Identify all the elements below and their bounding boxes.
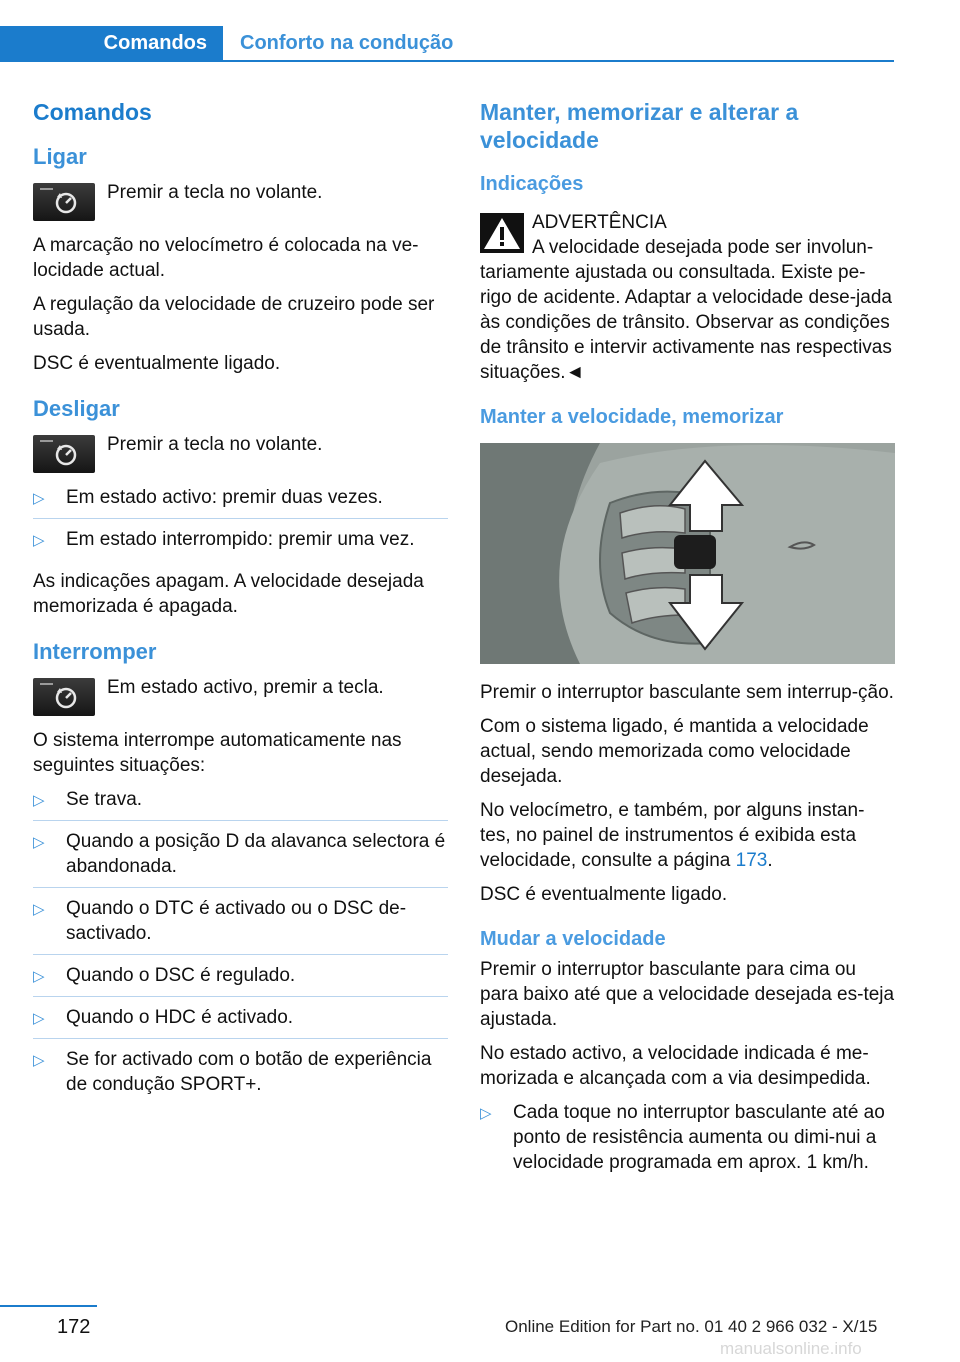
list-item: ▷ Em estado interrompido: premir uma vez. <box>33 527 448 560</box>
mudar-paragraph-1: Premir o interruptor basculante para cima ou para baixo até que a velocidade desejada es-teja ajustada. <box>480 959 895 1030</box>
desligar-button-row <box>33 432 448 473</box>
page-number: 172 <box>57 1316 91 1338</box>
triangle-bullet-icon: ▷ <box>33 792 45 809</box>
manter-paragraph-3: No velocímetro, e também, por alguns instan-tes, no painel de instrumentos é exibida esta velocidade, consulte a página 173. <box>480 800 865 871</box>
desligar-instruction: Premir a tecla no volante. <box>107 434 323 455</box>
heading-indicacoes: Indicações <box>480 173 584 195</box>
manter-paragraph-4: DSC é eventualmente ligado. <box>480 884 728 905</box>
triangle-bullet-icon: ▷ <box>33 490 45 507</box>
section-title-comandos: Comandos <box>33 99 152 125</box>
triangle-bullet-icon: ▷ <box>33 901 45 918</box>
interromper-intro: O sistema interrompe automaticamente nas seguintes situações: <box>33 730 402 776</box>
list-item: ▷ Se for activado com o botão de experiência de condução SPORT+. <box>33 1049 432 1095</box>
right-column <box>480 98 895 1192</box>
tab-comandos[interactable]: Comandos <box>0 26 223 60</box>
ligar-paragraph-1: A marcação no velocímetro é colocada na ve-locidade actual. <box>33 235 419 281</box>
section-title-manter: Manter, memorizar e alterar a velocidade <box>480 99 799 153</box>
heading-mudar: Mudar a velocidade <box>480 928 666 950</box>
page-header <box>0 0 894 62</box>
triangle-bullet-icon: ▷ <box>33 1052 45 1069</box>
list-item: ▷ Quando a posição D da alavanca selectora é abandonada. <box>33 829 448 888</box>
header-rule <box>0 60 894 62</box>
warning-first-line: A velocidade desejada pode ser involun- <box>532 237 874 258</box>
watermark: manualsonline.info <box>720 1339 862 1358</box>
list-item: ▷ Quando o DTC é activado ou o DSC de-sactivado. <box>33 896 448 955</box>
cruise-control-button-icon <box>33 183 95 221</box>
warning-triangle-icon <box>480 213 524 253</box>
ligar-paragraph-3: DSC é eventualmente ligado. <box>33 353 281 374</box>
heading-interromper: Interromper <box>33 639 157 664</box>
heading-ligar: Ligar <box>33 144 87 169</box>
triangle-bullet-icon: ▷ <box>33 834 45 851</box>
ligar-instruction: Premir a tecla no volante. <box>107 182 323 203</box>
mudar-paragraph-2: No estado activo, a velocidade indicada é me-morizada e alcançada com a via desimpedida. <box>480 1043 871 1089</box>
warning-label: ADVERTÊNCIA <box>532 212 667 233</box>
desligar-after: As indicações apagam. A velocidade desejada memorizada é apagada. <box>33 571 424 617</box>
interromper-button-row <box>33 675 448 716</box>
triangle-bullet-icon: ▷ <box>33 968 45 985</box>
list-item: ▷ Quando o HDC é activado. <box>33 1005 448 1039</box>
manter-paragraph-2: Com o sistema ligado, é mantida a velocidade actual, sendo memorizada como velocidade desejada. <box>480 716 869 787</box>
triangle-bullet-icon: ▷ <box>33 1010 45 1027</box>
list-item: ▷ Quando o DSC é regulado. <box>33 963 448 997</box>
list-item: ▷ Se trava. <box>33 787 448 821</box>
steering-wheel-rocker-switch-image <box>480 443 895 664</box>
left-column <box>33 98 448 1114</box>
warning-block <box>480 210 895 260</box>
triangle-bullet-icon: ▷ <box>33 532 45 549</box>
interromper-list <box>33 787 448 1105</box>
footer-rule <box>0 1305 97 1307</box>
list-item: ▷ Cada toque no interruptor basculante até ao ponto de resistência aumenta ou dimi-nui a velocidade programada em aprox. 1 km/h. <box>480 1102 885 1173</box>
tab-conforto[interactable]: Conforto na condução <box>240 32 454 54</box>
interromper-instruction: Em estado activo, premir a tecla. <box>107 677 384 698</box>
cruise-control-button-icon <box>33 435 95 473</box>
page-link-173[interactable]: 173 <box>735 850 768 871</box>
manter-paragraph-1: Premir o interruptor basculante sem interrup-ção. <box>480 682 894 703</box>
ligar-paragraph-2: A regulação da velocidade de cruzeiro pode ser usada. <box>33 294 435 340</box>
triangle-bullet-icon: ▷ <box>480 1105 492 1122</box>
cruise-control-button-icon <box>33 678 95 716</box>
edition-text: Online Edition for Part no. 01 40 2 966 032 - X/15 <box>505 1317 878 1336</box>
ligar-button-row <box>33 180 448 221</box>
mudar-list <box>480 1100 895 1183</box>
desligar-list <box>33 485 448 560</box>
heading-manter: Manter a velocidade, memorizar <box>480 406 784 428</box>
warning-text: tariamente ajustada ou consultada. Existe pe-rigo de acidente. Adaptar a velocidade dese-jada às condições de trânsito. Observar as condições de trânsito e intervir activamente nas respectivas situações.◄ <box>480 262 892 383</box>
list-item: ▷ Em estado activo: premir duas vezes. <box>33 485 448 519</box>
heading-desligar: Desligar <box>33 396 120 421</box>
